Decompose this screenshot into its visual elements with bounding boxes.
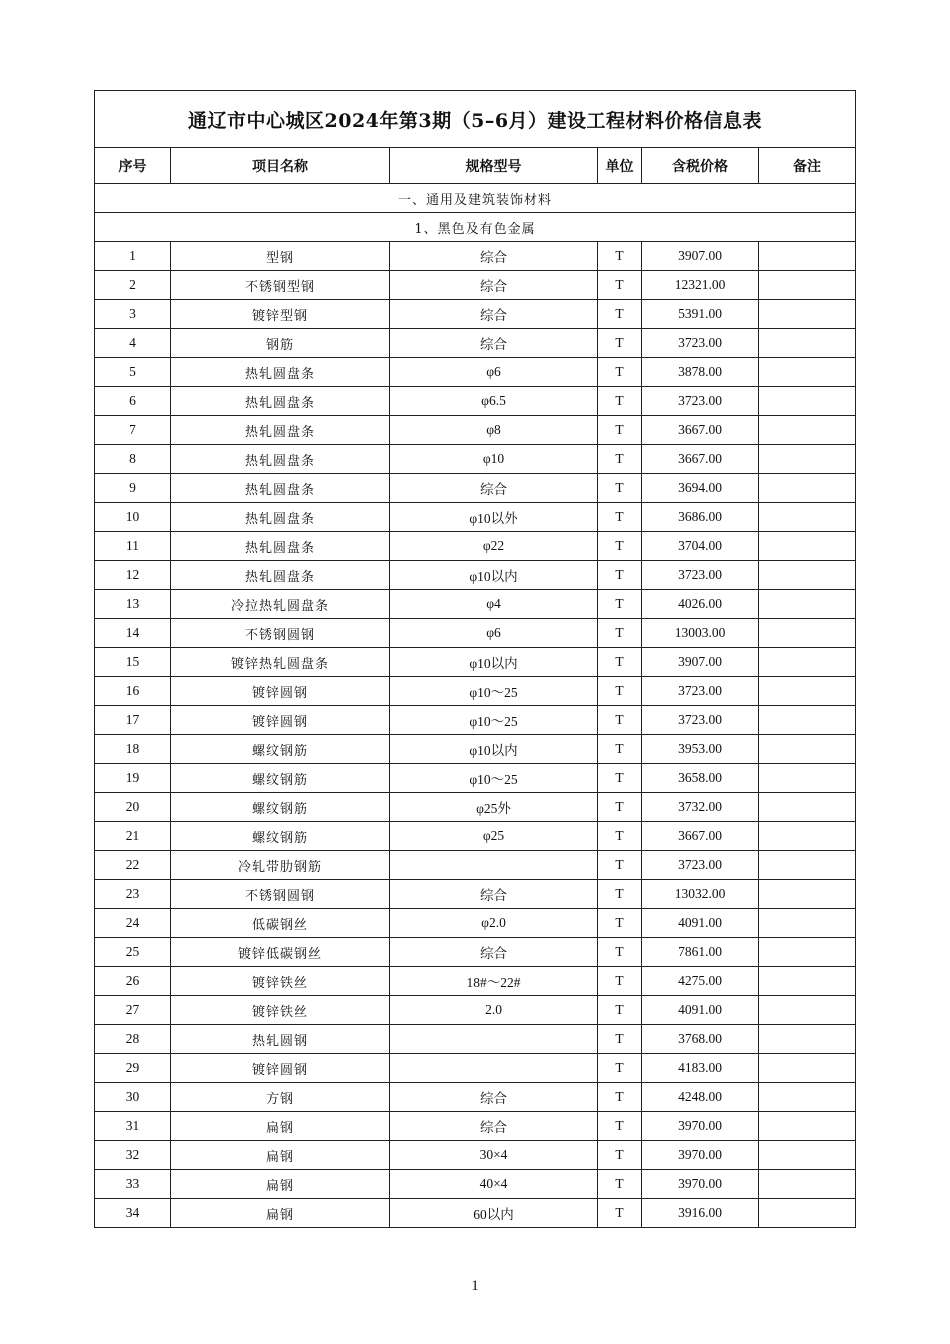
cell-no: 5 bbox=[95, 358, 171, 387]
cell-price: 13003.00 bbox=[642, 619, 759, 648]
cell-spec: 60以内 bbox=[390, 1199, 598, 1228]
cell-unit: T bbox=[598, 1054, 642, 1083]
cell-name: 螺纹钢筋 bbox=[171, 793, 390, 822]
cell-price: 7861.00 bbox=[642, 938, 759, 967]
cell-unit: T bbox=[598, 300, 642, 329]
cell-note bbox=[759, 880, 856, 909]
cell-note bbox=[759, 387, 856, 416]
cell-note bbox=[759, 358, 856, 387]
cell-price: 12321.00 bbox=[642, 271, 759, 300]
cell-spec bbox=[390, 851, 598, 880]
cell-unit: T bbox=[598, 677, 642, 706]
table-row bbox=[95, 880, 856, 909]
subsection-heading: 1、黑色及有色金属 bbox=[95, 213, 856, 242]
cell-name: 热轧圆盘条 bbox=[171, 358, 390, 387]
cell-note bbox=[759, 1025, 856, 1054]
cell-price: 3723.00 bbox=[642, 561, 759, 590]
cell-note bbox=[759, 416, 856, 445]
table-row bbox=[95, 445, 856, 474]
cell-name: 热轧圆钢 bbox=[171, 1025, 390, 1054]
cell-unit: T bbox=[598, 880, 642, 909]
cell-no: 33 bbox=[95, 1170, 171, 1199]
cell-unit: T bbox=[598, 532, 642, 561]
cell-note bbox=[759, 822, 856, 851]
cell-no: 16 bbox=[95, 677, 171, 706]
cell-price: 3907.00 bbox=[642, 242, 759, 271]
cell-price: 3878.00 bbox=[642, 358, 759, 387]
table-row bbox=[95, 706, 856, 735]
cell-unit: T bbox=[598, 793, 642, 822]
cell-unit: T bbox=[598, 851, 642, 880]
title-row bbox=[95, 91, 856, 148]
page-number: 1 bbox=[471, 1278, 479, 1294]
table-row bbox=[95, 735, 856, 764]
cell-spec bbox=[390, 1054, 598, 1083]
cell-no: 11 bbox=[95, 532, 171, 561]
cell-name: 扁钢 bbox=[171, 1170, 390, 1199]
cell-spec: φ10以内 bbox=[390, 735, 598, 764]
cell-price: 3723.00 bbox=[642, 387, 759, 416]
cell-price: 3970.00 bbox=[642, 1141, 759, 1170]
cell-spec: φ25 bbox=[390, 822, 598, 851]
table-row bbox=[95, 242, 856, 271]
price-table-body bbox=[95, 91, 856, 1228]
cell-name: 镀锌低碳钢丝 bbox=[171, 938, 390, 967]
cell-unit: T bbox=[598, 474, 642, 503]
cell-spec: 40×4 bbox=[390, 1170, 598, 1199]
cell-name: 热轧圆盘条 bbox=[171, 561, 390, 590]
cell-price: 3667.00 bbox=[642, 822, 759, 851]
table-row bbox=[95, 677, 856, 706]
cell-unit: T bbox=[598, 1170, 642, 1199]
cell-no: 28 bbox=[95, 1025, 171, 1054]
table-row bbox=[95, 851, 856, 880]
cell-spec: 综合 bbox=[390, 880, 598, 909]
cell-spec: φ8 bbox=[390, 416, 598, 445]
cell-note bbox=[759, 242, 856, 271]
cell-no: 20 bbox=[95, 793, 171, 822]
cell-note bbox=[759, 532, 856, 561]
cell-unit: T bbox=[598, 416, 642, 445]
cell-no: 8 bbox=[95, 445, 171, 474]
cell-note bbox=[759, 1199, 856, 1228]
cell-price: 3723.00 bbox=[642, 677, 759, 706]
cell-spec: φ22 bbox=[390, 532, 598, 561]
cell-price: 3658.00 bbox=[642, 764, 759, 793]
cell-note bbox=[759, 561, 856, 590]
cell-note bbox=[759, 764, 856, 793]
cell-price: 4248.00 bbox=[642, 1083, 759, 1112]
cell-spec: φ10～25 bbox=[390, 677, 598, 706]
cell-price: 3970.00 bbox=[642, 1170, 759, 1199]
cell-spec: 综合 bbox=[390, 474, 598, 503]
cell-note bbox=[759, 996, 856, 1025]
cell-unit: T bbox=[598, 909, 642, 938]
table-row bbox=[95, 532, 856, 561]
cell-unit: T bbox=[598, 590, 642, 619]
cell-spec: 综合 bbox=[390, 1083, 598, 1112]
cell-name: 热轧圆盘条 bbox=[171, 474, 390, 503]
cell-price: 3704.00 bbox=[642, 532, 759, 561]
cell-note bbox=[759, 590, 856, 619]
cell-name: 镀锌铁丝 bbox=[171, 996, 390, 1025]
cell-price: 4091.00 bbox=[642, 909, 759, 938]
cell-name: 镀锌圆钢 bbox=[171, 677, 390, 706]
cell-price: 3667.00 bbox=[642, 416, 759, 445]
cell-note bbox=[759, 1112, 856, 1141]
cell-spec: φ10～25 bbox=[390, 706, 598, 735]
table-row bbox=[95, 648, 856, 677]
cell-unit: T bbox=[598, 764, 642, 793]
cell-name: 热轧圆盘条 bbox=[171, 445, 390, 474]
cell-no: 10 bbox=[95, 503, 171, 532]
cell-spec: 2.0 bbox=[390, 996, 598, 1025]
cell-no: 17 bbox=[95, 706, 171, 735]
cell-name: 镀锌铁丝 bbox=[171, 967, 390, 996]
cell-note bbox=[759, 735, 856, 764]
price-sheet bbox=[94, 90, 855, 1228]
cell-unit: T bbox=[598, 1199, 642, 1228]
cell-unit: T bbox=[598, 242, 642, 271]
table-row bbox=[95, 1141, 856, 1170]
cell-unit: T bbox=[598, 822, 642, 851]
cell-note bbox=[759, 1083, 856, 1112]
cell-note bbox=[759, 329, 856, 358]
header-row bbox=[95, 148, 856, 184]
cell-unit: T bbox=[598, 358, 642, 387]
cell-no: 1 bbox=[95, 242, 171, 271]
cell-name: 不锈钢圆钢 bbox=[171, 619, 390, 648]
cell-unit: T bbox=[598, 648, 642, 677]
cell-spec: 综合 bbox=[390, 1112, 598, 1141]
cell-note bbox=[759, 619, 856, 648]
cell-price: 4275.00 bbox=[642, 967, 759, 996]
cell-note bbox=[759, 967, 856, 996]
cell-note bbox=[759, 474, 856, 503]
cell-unit: T bbox=[598, 619, 642, 648]
cell-price: 3970.00 bbox=[642, 1112, 759, 1141]
cell-no: 34 bbox=[95, 1199, 171, 1228]
cell-name: 型钢 bbox=[171, 242, 390, 271]
cell-unit: T bbox=[598, 271, 642, 300]
cell-spec: φ10 bbox=[390, 445, 598, 474]
cell-no: 24 bbox=[95, 909, 171, 938]
table-row bbox=[95, 416, 856, 445]
cell-unit: T bbox=[598, 445, 642, 474]
cell-spec: φ6 bbox=[390, 619, 598, 648]
cell-unit: T bbox=[598, 1112, 642, 1141]
cell-name: 镀锌圆钢 bbox=[171, 1054, 390, 1083]
cell-unit: T bbox=[598, 735, 642, 764]
cell-unit: T bbox=[598, 967, 642, 996]
table-row bbox=[95, 561, 856, 590]
cell-name: 方钢 bbox=[171, 1083, 390, 1112]
table-row bbox=[95, 764, 856, 793]
cell-price: 3694.00 bbox=[642, 474, 759, 503]
cell-no: 21 bbox=[95, 822, 171, 851]
cell-name: 低碳钢丝 bbox=[171, 909, 390, 938]
cell-spec: φ25外 bbox=[390, 793, 598, 822]
table-row bbox=[95, 590, 856, 619]
cell-unit: T bbox=[598, 1025, 642, 1054]
table-row bbox=[95, 938, 856, 967]
table-row bbox=[95, 271, 856, 300]
cell-price: 4026.00 bbox=[642, 590, 759, 619]
table-row bbox=[95, 967, 856, 996]
table-row bbox=[95, 1025, 856, 1054]
col-header-unit: 单位 bbox=[598, 148, 642, 184]
cell-note bbox=[759, 1170, 856, 1199]
cell-spec: 综合 bbox=[390, 242, 598, 271]
cell-spec: φ2.0 bbox=[390, 909, 598, 938]
cell-price: 4091.00 bbox=[642, 996, 759, 1025]
table-row bbox=[95, 996, 856, 1025]
cell-unit: T bbox=[598, 1141, 642, 1170]
cell-price: 3686.00 bbox=[642, 503, 759, 532]
cell-no: 4 bbox=[95, 329, 171, 358]
cell-price: 4183.00 bbox=[642, 1054, 759, 1083]
cell-unit: T bbox=[598, 561, 642, 590]
section-heading: 一、通用及建筑装饰材料 bbox=[95, 184, 856, 213]
table-row bbox=[95, 619, 856, 648]
table-row bbox=[95, 300, 856, 329]
table-row bbox=[95, 909, 856, 938]
cell-name: 螺纹钢筋 bbox=[171, 822, 390, 851]
cell-spec: 30×4 bbox=[390, 1141, 598, 1170]
cell-name: 热轧圆盘条 bbox=[171, 416, 390, 445]
cell-note bbox=[759, 271, 856, 300]
cell-no: 2 bbox=[95, 271, 171, 300]
cell-name: 不锈钢型钢 bbox=[171, 271, 390, 300]
cell-spec: 综合 bbox=[390, 300, 598, 329]
cell-price: 3907.00 bbox=[642, 648, 759, 677]
cell-spec: φ10以内 bbox=[390, 561, 598, 590]
cell-name: 冷轧带肋钢筋 bbox=[171, 851, 390, 880]
cell-spec: φ6.5 bbox=[390, 387, 598, 416]
cell-spec: φ10以外 bbox=[390, 503, 598, 532]
cell-price: 13032.00 bbox=[642, 880, 759, 909]
cell-no: 14 bbox=[95, 619, 171, 648]
cell-note bbox=[759, 677, 856, 706]
cell-name: 螺纹钢筋 bbox=[171, 764, 390, 793]
cell-name: 不锈钢圆钢 bbox=[171, 880, 390, 909]
cell-no: 15 bbox=[95, 648, 171, 677]
cell-price: 5391.00 bbox=[642, 300, 759, 329]
cell-price: 3916.00 bbox=[642, 1199, 759, 1228]
cell-name: 镀锌型钢 bbox=[171, 300, 390, 329]
cell-spec bbox=[390, 1025, 598, 1054]
table-row bbox=[95, 474, 856, 503]
cell-note bbox=[759, 648, 856, 677]
cell-spec: φ10以内 bbox=[390, 648, 598, 677]
cell-no: 18 bbox=[95, 735, 171, 764]
cell-no: 9 bbox=[95, 474, 171, 503]
cell-no: 29 bbox=[95, 1054, 171, 1083]
cell-note bbox=[759, 1054, 856, 1083]
price-table bbox=[94, 90, 856, 1228]
cell-spec: 18#～22# bbox=[390, 967, 598, 996]
cell-price: 3768.00 bbox=[642, 1025, 759, 1054]
cell-spec: 综合 bbox=[390, 938, 598, 967]
table-row bbox=[95, 503, 856, 532]
cell-spec: φ6 bbox=[390, 358, 598, 387]
col-header-name: 项目名称 bbox=[171, 148, 390, 184]
table-row bbox=[95, 1199, 856, 1228]
cell-unit: T bbox=[598, 938, 642, 967]
cell-no: 3 bbox=[95, 300, 171, 329]
cell-no: 26 bbox=[95, 967, 171, 996]
table-title: 通辽市中心城区2024年第3期（5–6月）建设工程材料价格信息表 bbox=[95, 91, 856, 148]
cell-note bbox=[759, 793, 856, 822]
cell-note bbox=[759, 300, 856, 329]
cell-unit: T bbox=[598, 387, 642, 416]
cell-unit: T bbox=[598, 1083, 642, 1112]
table-row bbox=[95, 1112, 856, 1141]
cell-note bbox=[759, 1141, 856, 1170]
col-header-note: 备注 bbox=[759, 148, 856, 184]
table-row bbox=[95, 1170, 856, 1199]
cell-no: 6 bbox=[95, 387, 171, 416]
col-header-no: 序号 bbox=[95, 148, 171, 184]
cell-price: 3953.00 bbox=[642, 735, 759, 764]
cell-name: 扁钢 bbox=[171, 1112, 390, 1141]
cell-no: 31 bbox=[95, 1112, 171, 1141]
cell-name: 钢筋 bbox=[171, 329, 390, 358]
cell-note bbox=[759, 851, 856, 880]
subsection-row bbox=[95, 213, 856, 242]
table-row bbox=[95, 329, 856, 358]
cell-price: 3723.00 bbox=[642, 851, 759, 880]
table-row bbox=[95, 822, 856, 851]
cell-name: 螺纹钢筋 bbox=[171, 735, 390, 764]
table-row bbox=[95, 1083, 856, 1112]
cell-no: 22 bbox=[95, 851, 171, 880]
cell-note bbox=[759, 938, 856, 967]
cell-name: 热轧圆盘条 bbox=[171, 532, 390, 561]
cell-no: 27 bbox=[95, 996, 171, 1025]
cell-no: 25 bbox=[95, 938, 171, 967]
cell-spec: 综合 bbox=[390, 271, 598, 300]
cell-note bbox=[759, 909, 856, 938]
cell-no: 12 bbox=[95, 561, 171, 590]
cell-note bbox=[759, 445, 856, 474]
cell-unit: T bbox=[598, 503, 642, 532]
cell-price: 3723.00 bbox=[642, 329, 759, 358]
cell-no: 30 bbox=[95, 1083, 171, 1112]
cell-note bbox=[759, 503, 856, 532]
cell-spec: φ4 bbox=[390, 590, 598, 619]
table-row bbox=[95, 358, 856, 387]
cell-no: 32 bbox=[95, 1141, 171, 1170]
cell-no: 19 bbox=[95, 764, 171, 793]
cell-name: 镀锌热轧圆盘条 bbox=[171, 648, 390, 677]
table-row bbox=[95, 1054, 856, 1083]
cell-no: 13 bbox=[95, 590, 171, 619]
cell-spec: 综合 bbox=[390, 329, 598, 358]
col-header-price: 含税价格 bbox=[642, 148, 759, 184]
cell-no: 7 bbox=[95, 416, 171, 445]
cell-unit: T bbox=[598, 329, 642, 358]
cell-spec: φ10～25 bbox=[390, 764, 598, 793]
table-row bbox=[95, 793, 856, 822]
cell-note bbox=[759, 706, 856, 735]
cell-price: 3667.00 bbox=[642, 445, 759, 474]
cell-no: 23 bbox=[95, 880, 171, 909]
table-row bbox=[95, 387, 856, 416]
cell-price: 3732.00 bbox=[642, 793, 759, 822]
cell-price: 3723.00 bbox=[642, 706, 759, 735]
cell-name: 热轧圆盘条 bbox=[171, 387, 390, 416]
cell-name: 镀锌圆钢 bbox=[171, 706, 390, 735]
cell-name: 热轧圆盘条 bbox=[171, 503, 390, 532]
cell-name: 扁钢 bbox=[171, 1141, 390, 1170]
col-header-spec: 规格型号 bbox=[390, 148, 598, 184]
cell-unit: T bbox=[598, 706, 642, 735]
cell-unit: T bbox=[598, 996, 642, 1025]
cell-name: 冷拉热轧圆盘条 bbox=[171, 590, 390, 619]
section-row bbox=[95, 184, 856, 213]
cell-name: 扁钢 bbox=[171, 1199, 390, 1228]
